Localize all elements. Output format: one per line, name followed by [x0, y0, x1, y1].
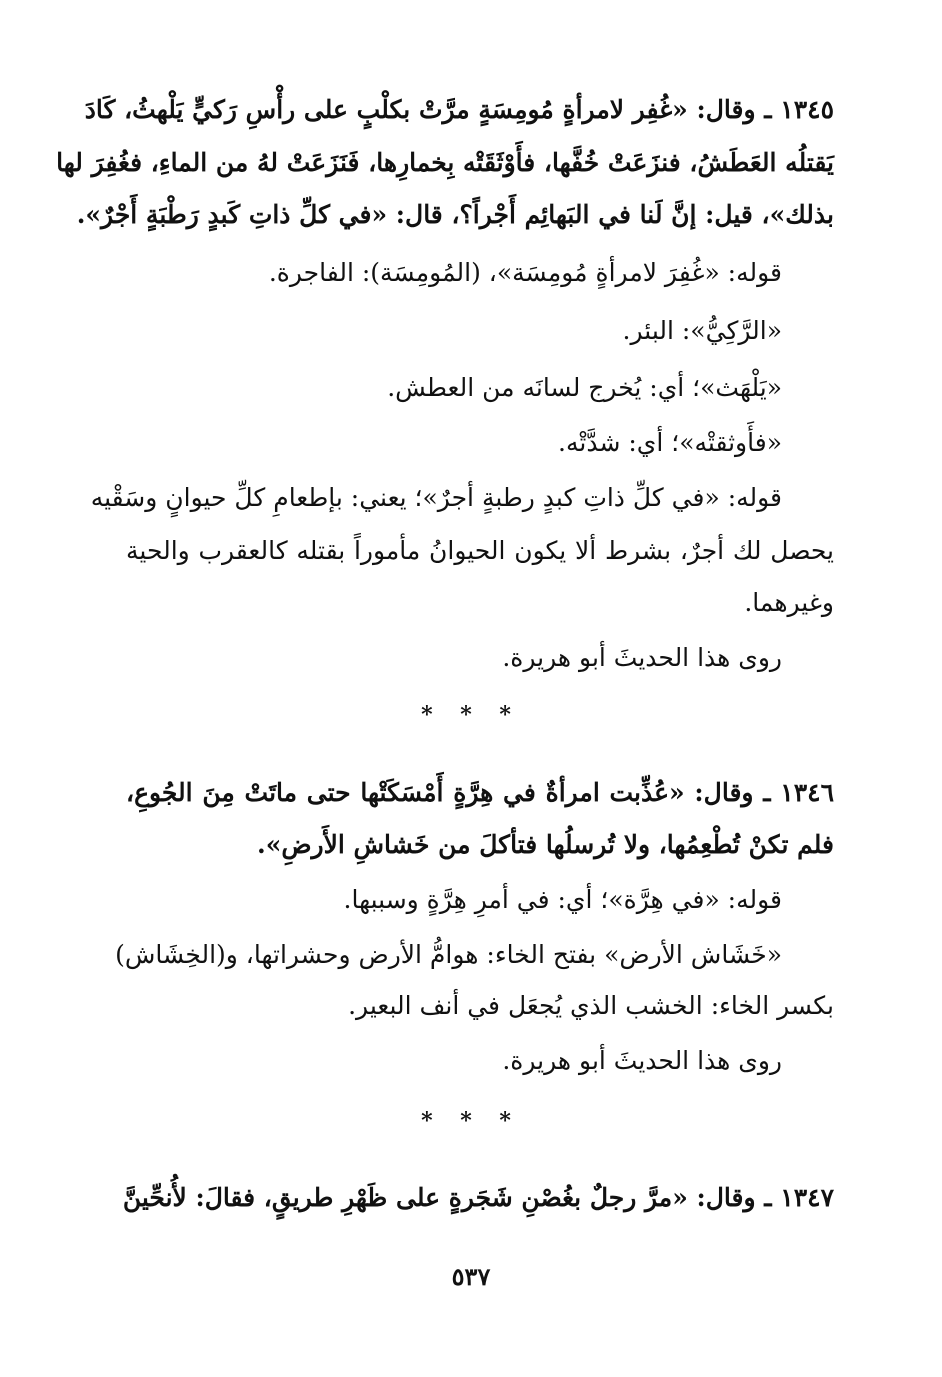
hadith-1345-line-1: ١٣٤٥ ـ وقال: «غُفِر لامرأةٍ مُومِسَةٍ مرَّتْ بكلْبٍ على رأْسِ رَكيٍّ يَلْهثُ، كَادَ	[84, 95, 834, 124]
section-separator-2: * * *	[421, 1108, 521, 1134]
commentary-1346-line-2: «خَشَاش الأرض» بفتح الخاء: هوامُّ الأرض وحشراتها، و(الخِشَاش)	[115, 940, 782, 969]
commentary-1346-line-3: بكسر الخاء: الخشب الذي يُجعَل في أنف البعير.	[348, 991, 834, 1020]
commentary-1345-line-5: قوله: «في كلِّ ذاتِ كبدٍ رطبةٍ أجرٌ»؛ يعني: بإطعامِ كلِّ حيوانٍ وسَقْيه	[90, 483, 782, 512]
commentary-1345-line-1: قوله: «غُفِرَ لامرأةٍ مُومِسَة»، (المُومِسَة): الفاجرة.	[268, 258, 782, 287]
hadith-1346-line-1: ١٣٤٦ ـ وقال: «عُذِّبت امرأةٌ في هِرَّةٍ أَمْسَكَتْها حتى ماتَتْ مِنَ الجُوعِ،	[126, 778, 834, 807]
section-separator: * * *	[421, 702, 521, 728]
commentary-1346-line-1: قوله: «في هِرَّة»؛ أي: في أمرِ هِرَّةٍ وسببها.	[343, 885, 782, 914]
hadith-1345-line-3: بذلك»، قيل: إنَّ لَنا في البَهائِم أَجْراً؟، قال: «في كلِّ ذاتِ كَبدٍ رَطْبَةٍ أَجْرٌ».	[76, 200, 834, 229]
hadith-1346-line-2: فلم تكنْ تُطْعِمُها، ولا تُرسلُها فتأكلَ من خَشاشِ الأَرضِ».	[256, 830, 834, 859]
hadith-1347-line-1: ١٣٤٧ ـ وقال: «مرَّ رجلٌ بغُصْنِ شَجَرةٍ على ظَهْرِ طريقٍ، فقالَ: لأُنحِّينَّ	[122, 1183, 834, 1212]
page-number: ٥٣٧	[451, 1262, 491, 1291]
commentary-1345-line-2: «الرَّكِيُّ»: البئر.	[622, 316, 782, 345]
commentary-1345-line-3: «يَلْهَث»؛ أي: يُخرج لسانَه من العطش.	[387, 373, 782, 402]
commentary-1345-line-7: وغيرهما.	[744, 588, 834, 617]
narrator-1346: روى هذا الحديثَ أبو هريرة.	[502, 1046, 782, 1075]
commentary-1345-line-4: «فأَوثقتْه»؛ أي: شدَّتْه.	[558, 428, 782, 457]
hadith-1345-line-2: يَقتلُه العَطَشُ، فنزَعَتْ خُفَّها، فأَوْثَقَتْه بِخمارِها، فَنَزَعَتْ لهُ من الماءِ، فغُفِرَ لها	[56, 148, 834, 177]
commentary-1345-line-6: يحصل لك أجرٌ، بشرط ألا يكون الحيوانُ مأموراً بقتله كالعقرب والحية	[126, 536, 834, 565]
narrator-1345: روى هذا الحديثَ أبو هريرة.	[502, 643, 782, 672]
